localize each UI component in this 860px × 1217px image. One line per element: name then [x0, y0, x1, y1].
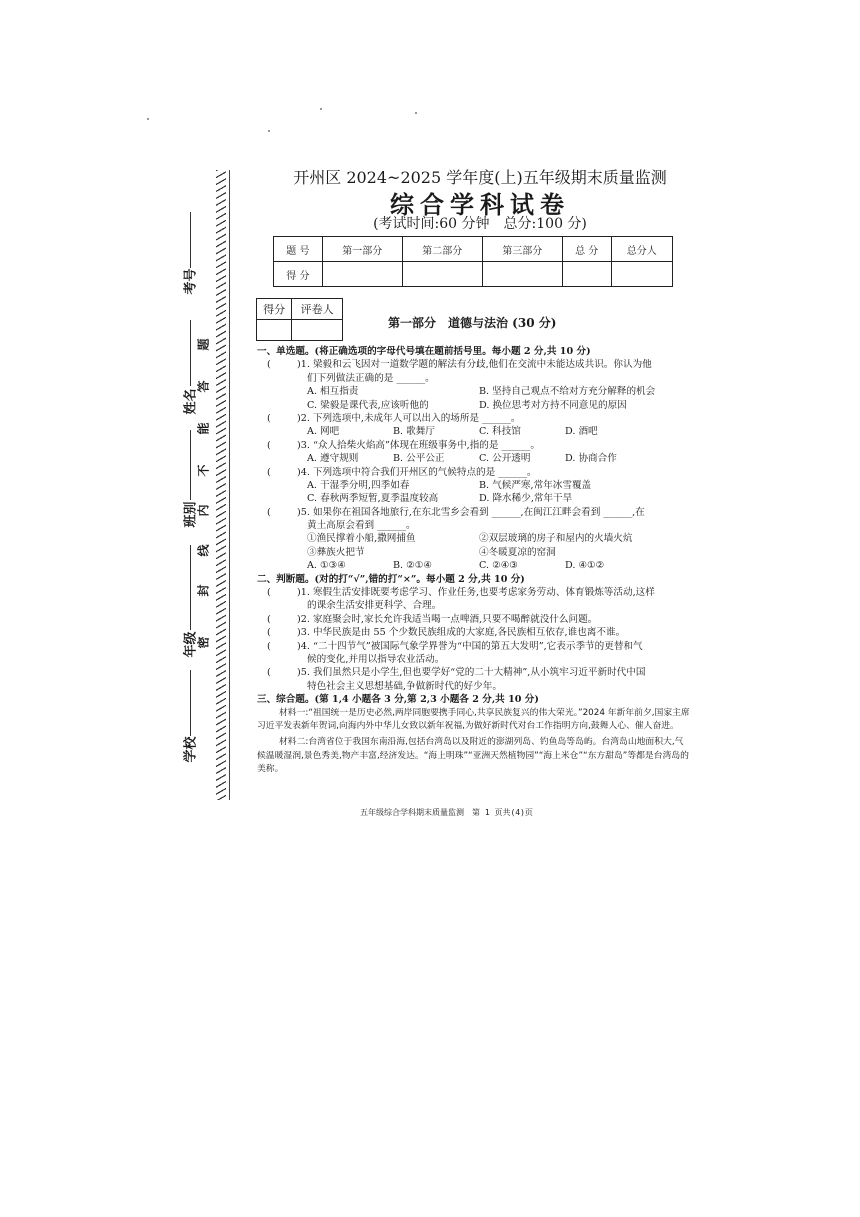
side-label-exam-number: 考号: [183, 268, 199, 295]
item: ③彝族火把节: [307, 546, 365, 558]
judge-4: ( )4. “二十四节气”被国际气象学界誉为“中国的第五大发明”,它表示季节的更替和气: [257, 640, 692, 653]
question-3: ( )3. “众人拾柴火焰高”体现在班级事务中,指的是 ______。: [257, 439, 692, 452]
option: C. ②④③: [479, 560, 518, 572]
question-1-options: [257, 399, 692, 412]
exam-name: 开州区 2024~2025 学年度(上)五年级期末质量监测: [293, 168, 667, 187]
scan-speck: [415, 112, 417, 114]
score-table-header: 第二部分: [402, 237, 482, 262]
seal-char: 不: [196, 464, 211, 477]
option: C. 公开透明: [479, 453, 531, 465]
score-cell[interactable]: [611, 262, 672, 287]
side-underline-grade: [190, 545, 191, 630]
exam-info: (考试时间:60 分钟 总分:100 分): [373, 216, 587, 232]
binding-hatch-line: [216, 170, 226, 800]
option: C. 科技馆: [479, 426, 521, 438]
answer-bracket[interactable]: (: [267, 627, 271, 639]
score-table-row-label: 得 分: [274, 262, 323, 287]
score-table-header: 第三部分: [482, 237, 562, 262]
option: D. 酒吧: [565, 426, 598, 438]
seal-char: 答: [196, 380, 211, 393]
option: B. 歌舞厅: [393, 426, 435, 438]
answer-bracket[interactable]: (: [267, 587, 271, 599]
material-1: 材料一:“祖国统一是历史必然,两岸同胞要携手同心,共享民族复兴的伟大荣光。”2024 年新年前夕,国家主席习近平发表新年贺词,向海内外中华儿女致以新年祝福,为做好新时代对台工作指明方向,鼓舞人心、催人奋进。: [257, 707, 690, 731]
score-table-header: 总 分: [562, 237, 611, 262]
judge-1-cont: 的课余生活安排更科学、合理。: [307, 600, 442, 612]
option: B. 气候严寒,常年冰雪覆盖: [479, 479, 592, 491]
judge-4-cont: 候的变化,并用以指导农业活动。: [307, 653, 445, 665]
side-label-school: 学校: [183, 736, 199, 763]
score-cell[interactable]: [322, 262, 402, 287]
option: C. 春秋两季短暂,夏季温度较高: [307, 493, 439, 505]
grader-score-label: 得分: [257, 299, 292, 320]
option: A. 相互指责: [307, 386, 359, 398]
question-content: [257, 345, 692, 777]
question-2-options: [257, 425, 692, 438]
option: D. 换位思考对方持不同意见的原因: [479, 399, 627, 411]
option: D. 协商合作: [565, 453, 617, 465]
score-cell[interactable]: [402, 262, 482, 287]
score-cell[interactable]: [482, 262, 562, 287]
paper-title: 综合学科试卷: [390, 190, 570, 219]
seal-char: 线: [196, 544, 211, 557]
grader-score-cell[interactable]: [257, 320, 292, 341]
material-2: 材料二:台湾省位于我国东南沿海,包括台湾岛以及附近的澎湖列岛、钓鱼岛等岛屿。台湾岛山地面积大,气候温暖湿润,景色秀美,物产丰富,经济发达。“海上明珠”“亚洲天然植物园”“海上米仓”“东方甜岛”等都是台湾岛的美称。: [257, 737, 689, 775]
page-footer: 五年级综合学科期末质量监测 第 1 页共(4)页: [360, 808, 533, 817]
option: A. 网吧: [307, 426, 340, 438]
answer-bracket[interactable]: (: [267, 412, 271, 424]
question-2: ( )2. 下列选项中,未成年人可以出入的场所是 ______。: [257, 412, 692, 425]
seal-char: 密: [196, 636, 211, 649]
scan-speck: [268, 130, 270, 132]
answer-bracket[interactable]: (: [267, 439, 271, 451]
side-label-grade: 年级: [183, 631, 199, 658]
item: ④冬暖夏凉的窑洞: [479, 546, 556, 558]
grader-name-cell[interactable]: [292, 320, 343, 341]
option: B. 坚持自己观点不给对方充分解释的机会: [479, 386, 656, 398]
question-4: ( )4. 下列选项中符合我们开州区的气候特点的是 ______。: [257, 466, 692, 479]
judge-1: ( )1. 寒假生活安排既要考虑学习、作业任务,也要考虑家务劳动、体育锻炼等活动,这样: [257, 586, 692, 599]
section3-heading: 三、综合题。(第 1,4 小题各 3 分,第 2,3 小题各 2 分,共 10 分): [257, 694, 539, 706]
item: ①渔民撑着小船,撒网捕鱼: [307, 533, 416, 545]
answer-bracket[interactable]: (: [267, 667, 271, 679]
answer-bracket[interactable]: (: [267, 640, 271, 652]
question-4-options: [257, 479, 692, 492]
grader-label: 评卷人: [292, 299, 343, 320]
question-5-cont: 黄土高原会看到 ______。: [307, 520, 416, 532]
score-table-score-row: [274, 262, 673, 287]
question-4-options: [257, 492, 692, 505]
section1-heading: 一、单选题。(将正确选项的字母代号填在题前括号里。每小题 2 分,共 10 分): [257, 346, 591, 357]
option: A. 遵守规则: [307, 453, 359, 465]
option: B. ②①④: [393, 560, 432, 572]
part1-title: 第一部分 道德与法治 (30 分): [388, 316, 557, 330]
option: D. 降水稀少,常年干旱: [479, 493, 573, 505]
judge-2: ( )2. 家庭聚会时,家长允许我适当喝一点啤酒,只要不喝醉就没什么问题。: [257, 613, 692, 626]
judge-3: ( )3. 中华民族是由 55 个少数民族组成的大家庭,各民族相互依存,谁也离不谁。: [257, 626, 692, 639]
score-table-header: 第一部分: [322, 237, 402, 262]
scan-speck: [320, 108, 322, 110]
question-5-items: [257, 532, 692, 545]
score-cell[interactable]: [562, 262, 611, 287]
section2-heading: 二、判断题。(对的打“√”,错的打“×”。每小题 2 分,共 10 分): [257, 573, 525, 585]
scan-speck: [147, 118, 149, 120]
seal-char: 封: [196, 584, 211, 597]
seal-char: 内: [196, 504, 211, 517]
option: B. 公平公正: [393, 453, 445, 465]
question-1: ( )1. 梁毅和云飞因对一道数学题的解法有分歧,他们在交流中未能达成共识。你认为他: [257, 358, 692, 371]
answer-bracket[interactable]: (: [267, 359, 271, 371]
judge-5-cont: 特色社会主义思想基础,争做新时代的好少年。: [307, 680, 502, 692]
grader-box: [256, 298, 343, 341]
option: A. 干湿季分明,四季如春: [307, 479, 410, 491]
item: ②双层玻璃的房子和屋内的火墙火炕: [479, 533, 633, 545]
option: D. ④①②: [565, 560, 605, 572]
option: A. ①③④: [307, 560, 346, 572]
question-5-items: [257, 546, 692, 559]
answer-bracket[interactable]: (: [267, 506, 271, 518]
score-table-header-row: [274, 237, 673, 262]
seal-char: 能: [196, 422, 211, 435]
answer-bracket[interactable]: (: [267, 613, 271, 625]
side-underline-school: [190, 670, 191, 736]
answer-bracket[interactable]: (: [267, 466, 271, 478]
seal-char: 题: [196, 338, 211, 351]
option: C. 梁毅是课代表,应该听他的: [307, 399, 429, 411]
score-table-header: 总分人: [611, 237, 672, 262]
side-label-name: 姓名: [183, 388, 199, 415]
side-underline-name: [190, 320, 191, 386]
score-table: [273, 236, 673, 287]
side-label-class: 班别: [183, 501, 199, 528]
question-1-options: [257, 385, 692, 398]
question-3-options: [257, 452, 692, 465]
judge-5: ( )5. 我们虽然只是小学生,但也要学好“党的二十大精神”,从小筑牢习近平新时代中国: [257, 666, 692, 679]
question-1-cont: 们下列做法正确的是 ______。: [307, 372, 435, 384]
side-underline-exam-number: [190, 212, 191, 268]
question-5: ( )5. 如果你在祖国各地旅行,在东北雪乡会看到 ______,在闽江江畔会看到 ______,在: [257, 506, 692, 519]
question-5-options: [257, 559, 692, 572]
side-underline-class: [190, 430, 191, 500]
binding-edge-line: [229, 170, 230, 800]
score-table-header: 题 号: [274, 237, 323, 262]
